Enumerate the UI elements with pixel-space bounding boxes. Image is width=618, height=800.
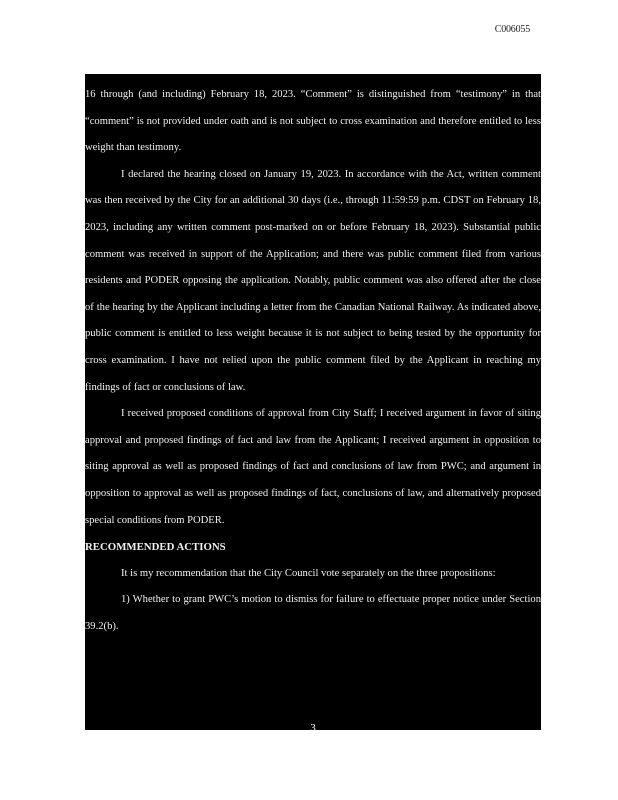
paragraph-recommendation: It is my recommendation that the City Council vote separately on the three propositions: bbox=[121, 567, 496, 579]
document-body bbox=[85, 82, 541, 640]
redacted-text-block bbox=[85, 74, 541, 734]
document-id: C006055 bbox=[494, 24, 530, 35]
paragraph-hearing-closed: I declared the hearing closed on January 19, 2023. In accordance with the Act, written comment was then received by the City for an additional 30 days (i.e., through 11:59:59 p.m. CDST on February 18, 2023, including any written comment post-marked on or before February 18, 2023). Substantial public comment was received in support of the Application; and there was public comment filed from various residents and PODER opposing the application. Notably, public comment was also offered after the close of the hearing by the Applicant including a letter from the Canadian National Railway. As indicated above, public comment is entitled to less weight because it is not subject to being tested by the opportunity for cross examination. I have not relied upon the public comment filed by the Applicant in reaching my findings of fact or conclusions of law. bbox=[85, 168, 541, 393]
paragraph-proposed-conditions: I received proposed conditions of approval from City Staff; I received argument in favor of siting approval and proposed findings of fact and law from the Applicant; I received argument in opposition to siting approval as well as proposed findings of fact and conclusions of law from PWC; and argument in opposition to approval as well as proposed findings of fact, conclusions of law, and alternatively proposed special conditions from PODER. bbox=[85, 408, 541, 526]
paragraph-proposition-1: 1) Whether to grant PWC’s motion to dismiss for failure to effectuate proper notice under Section 39.2(b). bbox=[85, 594, 541, 632]
page-number: 3 bbox=[310, 722, 316, 734]
paragraph-continuation: 16 through (and including) February 18, 2023. “Comment” is distinguished from “testimony” in that “comment” is not provided under oath and is not subject to cross examination and therefore entitled to less weight than testimony. bbox=[85, 89, 541, 154]
section-heading: RECOMMENDED ACTIONS bbox=[85, 541, 226, 554]
